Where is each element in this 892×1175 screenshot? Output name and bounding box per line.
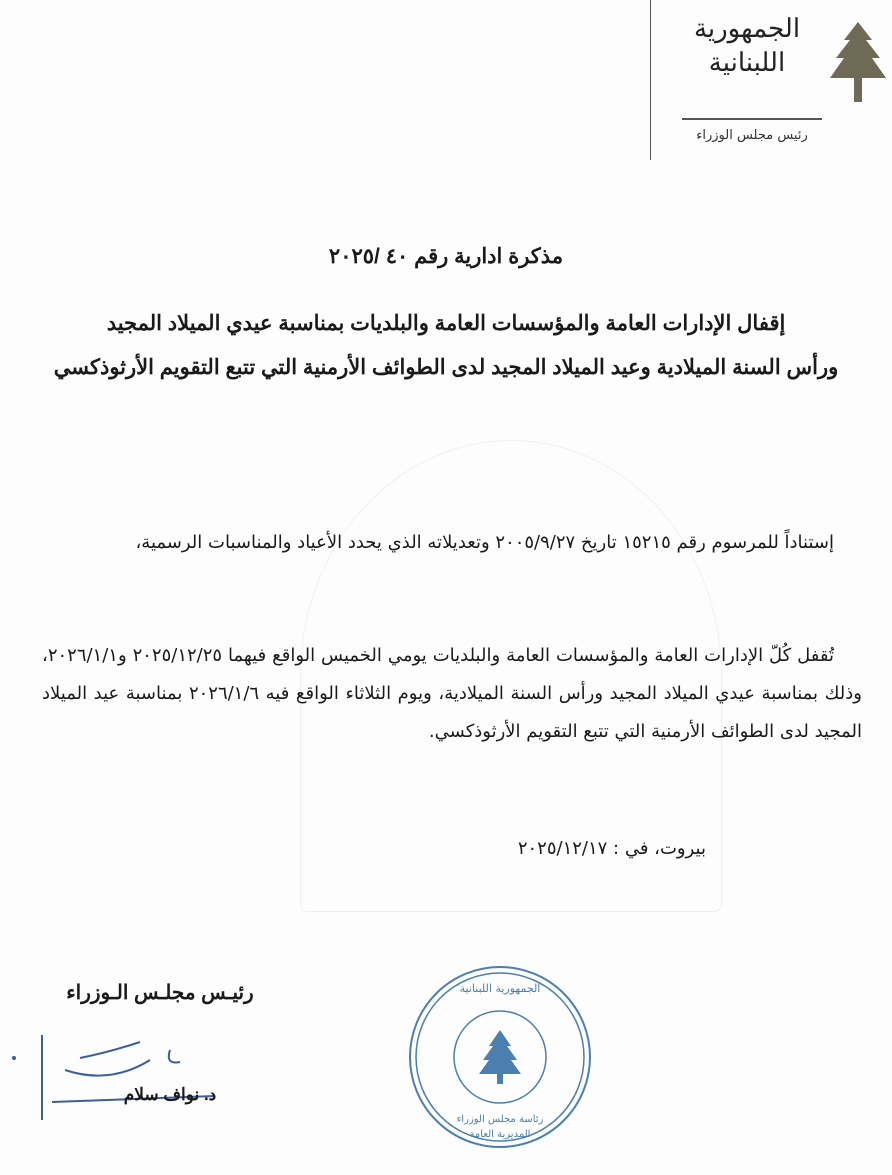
republic-name: الجمهورية اللبنانية <box>693 14 801 78</box>
subject-line-1: إقفال الإدارات العامة والمؤسسات العامة والبلديات بمناسبة عيدي الميلاد المجيد <box>106 312 786 335</box>
svg-text:المديرية العامة: المديرية العامة <box>469 1129 531 1140</box>
paragraph-closure-decision: تُقفل كُلّ الإدارات العامة والمؤسسات العامة والبلديات يومي الخميس الواقع فيهما ٢٠٢٥/١٢/٢٥ و٢٠٢٦/١/١، وذلك بمناسبة عيدي الميلاد المجيد ورأس السنة الميلادية، ويوم الثلاثاء الواقع فيه ٢٠٢٦/١/٦ بمناسبة عيد الميلاد المجيد لدى الطوائف الأرمنية التي تتبع التقويم الأرثوذكسي. <box>42 645 862 742</box>
handwritten-signature <box>0 1030 240 1130</box>
header-divider <box>650 0 651 160</box>
memo-title: مذكرة ادارية رقم ٤٠ /٢٠٢٥ <box>328 245 564 268</box>
cedar-tree-icon <box>828 20 888 110</box>
letterhead <box>660 8 892 158</box>
signatory-title: رئيـس مجلـس الـوزراء <box>66 982 254 1004</box>
letterhead-rule <box>682 118 822 120</box>
memo-subject <box>0 302 892 390</box>
subject-line-2: ورأس السنة الميلادية وعيد الميلاد المجيد لدى الطوائف الأرمنية التي تتبع التقويم الأرثوذكسي <box>53 356 839 379</box>
office-name: رئيس مجلس الوزراء <box>696 128 808 143</box>
paragraph-legal-basis: إستناداً للمرسوم رقم ١٥٢١٥ تاريخ ٢٠٠٥/٩/٢٧ وتعديلاته الذي يحدد الأعياد والمناسبات الرسمية، <box>135 532 834 553</box>
official-stamp <box>405 962 595 1152</box>
svg-text:رئاسة مجلس الوزراء: رئاسة مجلس الوزراء <box>456 1114 544 1125</box>
svg-text:الجمهورية اللبنانية: الجمهورية اللبنانية <box>459 982 541 995</box>
dateline: بيروت، في : ٢٠٢٥/١٢/١٧ <box>517 838 706 859</box>
signatory-name: د. نواف سلام <box>123 1085 217 1104</box>
